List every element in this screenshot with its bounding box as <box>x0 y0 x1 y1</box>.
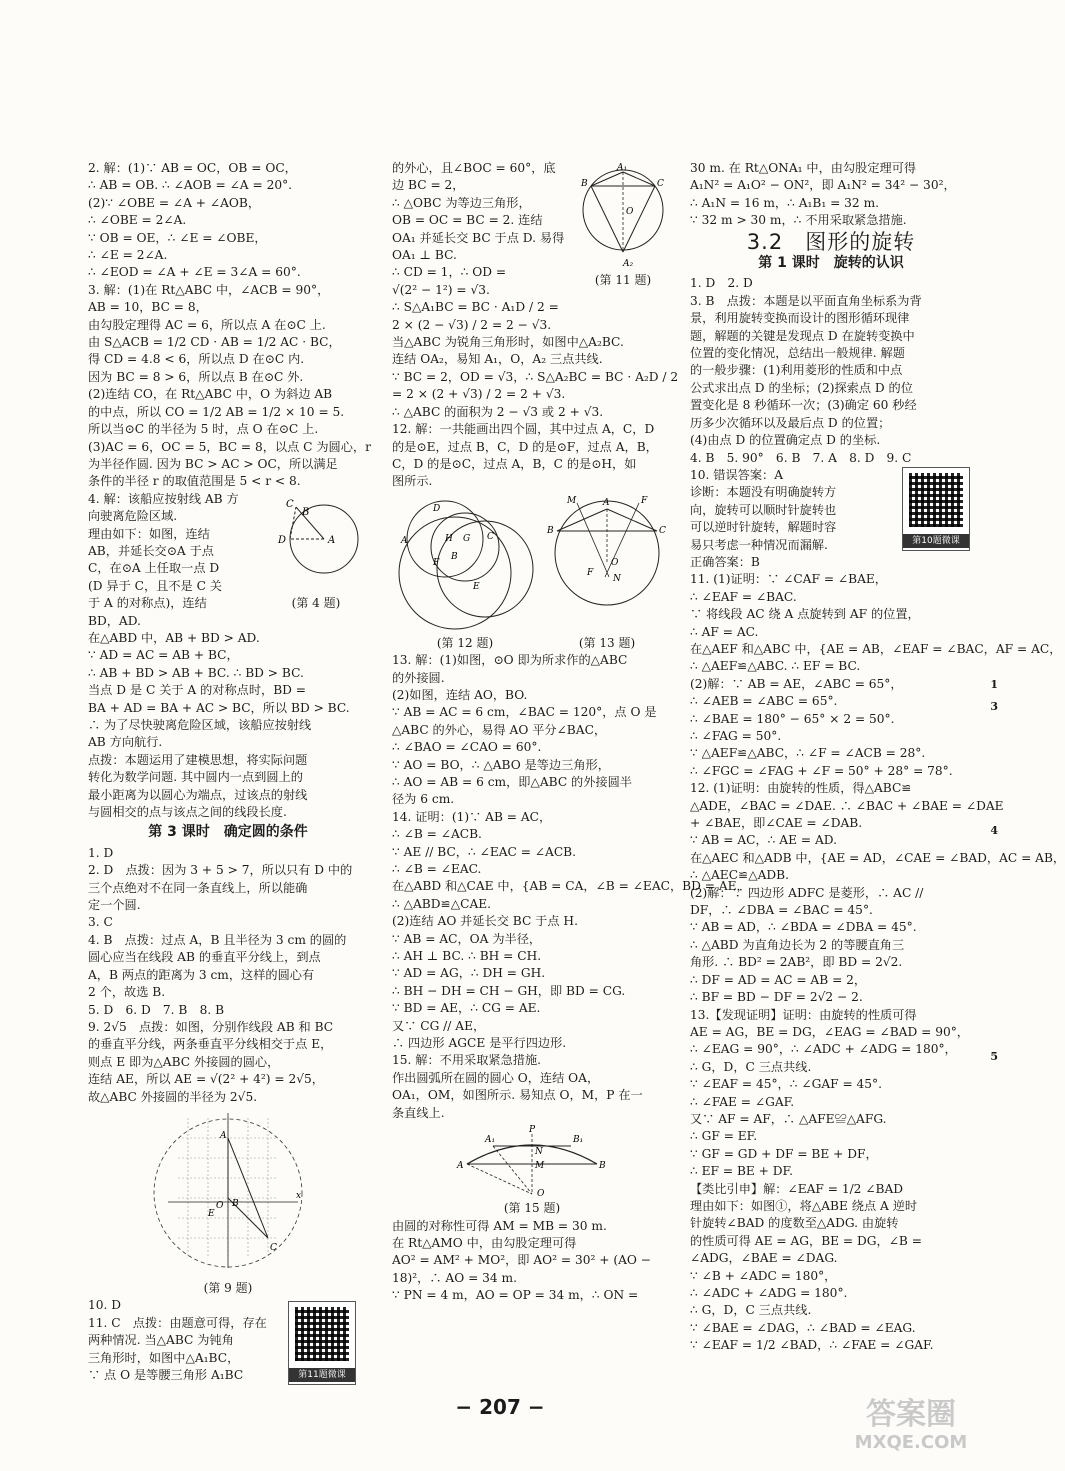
text-line: ∴ ∠FAE = ∠GAF. <box>690 1094 795 1109</box>
svg-text:C: C <box>487 531 494 542</box>
text-line: 点拨：本题运用了建模思想，将实际问题 <box>88 752 308 767</box>
text-line: 在 Rt△AMO 中，由勾股定理可得 <box>392 1235 577 1250</box>
text-line: ∵ AB = AC = 6 cm，∠BAC = 120°，点 O 是 <box>392 705 657 720</box>
text-line: 置变化是 8 秒循环一次；(3)确定 60 秒经 <box>690 398 917 413</box>
text-line: 的性质可得 AE = AG，BE = DG，∠B = <box>690 1233 922 1248</box>
text-line: ∴ ∠FAG = 50°. <box>690 729 782 743</box>
svg-text:O: O <box>626 207 634 217</box>
text-line: ∴ △ABD 为直角边长为 2 的等腰直角三 <box>690 937 905 952</box>
text-line: ∵ △AEF≌△ABC，∴ ∠F = ∠ACB = 28°. <box>690 746 926 761</box>
qr-code-q11[interactable] <box>288 1301 356 1385</box>
text-line: 的外心，且∠BOC = 60°，底 <box>392 161 556 175</box>
svg-text:B: B <box>599 1161 606 1172</box>
text-line: ∵ ∠B + ∠ADC = 180°， <box>690 1268 837 1283</box>
text-line: ∵ ∠EAF = 45°，∴ ∠GAF = 45°. <box>690 1077 883 1092</box>
text-line: 连结 AE，所以 AE = √(2² + 4²) = 2√5， <box>88 1072 324 1087</box>
text-line: ∠ADG，∠BAE = ∠DAG. <box>690 1251 838 1266</box>
figure-13-diagram <box>543 493 671 633</box>
watermark-line-1: 答案圈 <box>866 1397 956 1432</box>
svg-text:N: N <box>613 573 621 584</box>
edge-mark: 3 <box>990 700 998 713</box>
text-line: 的是⊙E，过点 B，C，D 的是⊙F，过点 A，B， <box>392 439 658 454</box>
text-line: 故△ABC 外接圆的半径为 2√5. <box>88 1089 258 1104</box>
section-title: 3.2 图形的旋转 <box>746 229 916 254</box>
text-line: A₁N² = A₁O² − ON²，即 A₁N² = 34² − 30²， <box>690 178 956 193</box>
text-line: ∵ AB = AC，∴ AE = AD. <box>690 833 837 848</box>
text-line: 2 个，故选 B. <box>88 985 166 1000</box>
text-line: ∴ △AEF≌△ABC. ∴ EF = BC. <box>690 659 861 674</box>
svg-text:B: B <box>302 506 310 518</box>
svg-text:D: D <box>278 534 287 546</box>
text-line: ∴ AF = AC. <box>690 624 759 639</box>
text-line: 的垂直平分线，两条垂直平分线相交于点 E， <box>88 1037 333 1052</box>
svg-text:O: O <box>216 1200 224 1211</box>
text-line: ∴ BH − DH = CH − GH，即 BD = CG. <box>392 983 626 998</box>
qr-code-q11-label: 第11题微课 <box>289 1368 355 1382</box>
text-line: △ABC 的外心，易得 AO 平分∠BAC， <box>392 722 607 737</box>
svg-text:B₁: B₁ <box>573 1135 584 1146</box>
text-line: 12. (1)证明：由旋转的性质，得△ABC≌ <box>690 781 912 796</box>
text-line: 可以逆时针旋转，解题时容 <box>690 520 837 535</box>
figure-13-caption: (第 13 题) <box>578 635 636 650</box>
text-line: 4. B 5. 90° 6. B 7. A 8. D 9. C <box>690 450 912 465</box>
svg-text:F: F <box>433 557 440 568</box>
svg-text:M: M <box>535 1161 545 1172</box>
text-line: 公式求出点 D 的坐标；(2)探索点 D 的位 <box>690 380 913 395</box>
text-line: AO² = AM² + MO²，即 AO² = 30² + (AO − <box>392 1253 651 1268</box>
answer-q3 <box>88 282 371 491</box>
text-line: 在△AEC 和△ADB 中，{AE = AD，∠CAE = ∠BAD，AC = AB， <box>690 850 1065 865</box>
svg-text:F: F <box>641 495 648 506</box>
figure-15 <box>392 1124 672 1217</box>
text-line: ∴ BF = BD − DF = 2√2 − 2. <box>690 990 863 1005</box>
text-line: ∴ AB = OB. ∴ ∠AOB = ∠A = 20°. <box>88 178 293 193</box>
text-line: ∵ 将线段 AC 绕 A 点旋转到 AF 的位置， <box>690 607 920 622</box>
text-line: ∴ ∠EAF = ∠BAC. <box>690 589 797 604</box>
text-line: AB 方向航行. <box>88 735 163 750</box>
text-line: 4. B 点拨：过点 A，B 且半径为 3 cm 的圆的 <box>88 932 347 947</box>
answer-q12 <box>392 421 672 491</box>
lesson-3-title: 第 3 课时 确定圆的条件 <box>148 824 308 841</box>
text-line: 13. 解：(1)如图，⊙O 即为所求作的△ABC <box>392 653 628 668</box>
text-line: ∴ AO = AB = 6 cm，即△ABC 的外接圆半 <box>392 774 632 789</box>
svg-text:A₁: A₁ <box>617 163 628 173</box>
text-line: 【类比引申】解：∠EAF = 1/2 ∠BAD <box>690 1181 904 1196</box>
watermark-line-2: MXQE.COM <box>854 1432 968 1453</box>
svg-text:x: x <box>296 1190 302 1201</box>
text-line: ∵ BC = 2，OD = √3，∴ S△A₂BC = BC · A₂D / 2 <box>392 369 679 384</box>
text-line: 历多少次循环以及最后点 D 的位置； <box>690 415 891 430</box>
figure-9-caption: (第 9 题) <box>203 1280 253 1295</box>
text-line: 三个点绝对不在同一条直线上，所以能确 <box>88 880 308 895</box>
text-line: 向驶离危险区域. <box>88 509 178 524</box>
text-line: 条直线上. <box>392 1105 445 1120</box>
svg-text:F: F <box>587 567 594 578</box>
figure-4-diagram <box>266 493 366 593</box>
qr-code-q10[interactable] <box>902 467 970 551</box>
text-line: ∴ A₁N = 16 m，∴ A₁B₁ = 32 m. <box>690 195 879 210</box>
text-line: 为半径作圆. 因为 BC > AC > OC，所以满足 <box>88 456 338 471</box>
svg-text:C: C <box>270 1242 277 1253</box>
text-line: 15. 解：不用采取紧急措施. <box>392 1053 542 1068</box>
answers-11-13 <box>690 571 1065 1354</box>
text-line: ∴ ∠E = 2∠A. <box>88 248 168 263</box>
figure-11 <box>578 160 668 289</box>
figure-11-diagram <box>579 162 667 270</box>
text-line: 10. D <box>88 1298 122 1313</box>
text-line: (4)由点 D 的位置确定点 D 的坐标. <box>690 433 881 448</box>
text-line: 理由如下：如图①，将△ABE 绕点 A 逆时 <box>690 1198 918 1213</box>
text-line: 作出圆弧所在圆的圆心 O，连结 OA， <box>392 1070 600 1085</box>
text-line: ∵ OB = OE，∴ ∠E = ∠OBE， <box>88 230 267 245</box>
text-line: 定一个圆. <box>88 898 141 913</box>
text-line: 由勾股定理得 AC = 6，所以点 A 在⊙C 上. <box>88 317 326 332</box>
text-line: ∵ BD = AE，∴ CG = AE. <box>392 1001 541 1016</box>
svg-text:A: A <box>328 534 336 546</box>
text-line: ∴ ∠B = ∠ACB. <box>392 827 482 842</box>
svg-text:M: M <box>567 495 577 506</box>
text-line: 在△ABD 中，AB + BD > AD. <box>88 630 260 645</box>
svg-text:P: P <box>529 1125 536 1136</box>
text-line: 的外接圆. <box>392 670 445 685</box>
text-line: 诊断：本题没有明确旋转方 <box>690 485 837 500</box>
figures-12-13 <box>392 491 672 652</box>
answers-10-11-block <box>88 1297 368 1384</box>
text-line: ∵ GF = GD + DF = BE + DF， <box>690 1146 878 1161</box>
text-line: ∵ 32 m > 30 m，∴ 不用采取紧急措施. <box>690 213 907 228</box>
svg-text:E: E <box>208 1208 215 1219</box>
right-column <box>690 160 1065 1355</box>
figure-11-caption: (第 11 题) <box>594 273 652 287</box>
text-line: ∴ AB + BD > AB + BC. ∴ BD > BC. <box>88 665 304 680</box>
text-line: ∴ ∠EOD = ∠A + ∠E = 3∠A = 60°. <box>88 265 301 280</box>
answer-q11-continued <box>392 160 679 421</box>
figure-9 <box>88 1108 368 1297</box>
figure-12-caption: (第 12 题) <box>436 635 494 650</box>
svg-text:A₁: A₁ <box>485 1135 496 1146</box>
text-line: 针旋转∠BAD 的度数至△ADG. 由旋转 <box>690 1216 899 1231</box>
text-line: ∴ G，D，C 三点共线. <box>690 1059 812 1074</box>
text-line: 连结 OA₂，易知 A₁，O，A₂ 三点共线. <box>392 352 603 367</box>
text-line: △ADE，∠BAC = ∠DAE. ∴ ∠BAC + ∠BAE = ∠DAE <box>690 798 1004 813</box>
text-line: ∴ ∠OBE = 2∠A. <box>88 213 187 228</box>
text-line: BA + AD = BA + AC > BC，所以 BD > BC. <box>88 700 350 715</box>
text-line: 2. D 点拨：因为 3 + 5 > 7，所以只有 D 中的 <box>88 863 353 878</box>
text-line: ∵ ∠EAF = 1/2 ∠BAD，∴ ∠FAE = ∠GAF. <box>690 1338 934 1353</box>
text-line: 的一般步骤：(1)利用菱形的性质和中点 <box>690 363 903 378</box>
text-line: ∴ S△A₁BC = BC · A₁D / 2 = <box>392 300 559 315</box>
svg-text:O: O <box>611 557 619 568</box>
text-line: ∵ AB = AC，OA 为半径， <box>392 931 542 946</box>
svg-text:A₂: A₂ <box>623 259 634 269</box>
qr-pattern <box>295 1307 349 1361</box>
text-line: 11. C 点拨：由题意可得，存在 <box>88 1315 267 1330</box>
text-line: 三角形时，如图中△A₁BC， <box>88 1350 240 1365</box>
svg-text:D: D <box>433 503 441 514</box>
page-number: − 207 − <box>455 1395 545 1419</box>
text-line: 在△AEF 和△ABC 中，{AE = AB，∠EAF = ∠BAC，AF = AC， <box>690 641 1062 656</box>
text-line: 9. 2√5 点拨：如图，分别作线段 AB 和 BC <box>88 1019 334 1034</box>
text-line: ∵ AD = AC = AB + BC， <box>88 648 239 663</box>
text-line: ∴ ∠B = ∠EAC. <box>392 862 482 876</box>
text-line: ∴ EF = BE + DF. <box>690 1164 793 1179</box>
svg-text:B: B <box>581 179 588 189</box>
qr-pattern <box>909 473 963 527</box>
text-line: AB = 10，BC = 8， <box>88 300 208 315</box>
text-line: ∴ ∠AEB = ∠ABC = 65°. <box>690 694 838 709</box>
qr-code-q10-label: 第10题微课 <box>903 534 969 548</box>
svg-text:C: C <box>286 498 294 510</box>
text-line: (2)连结 CO，在 Rt△ABC 中，O 为斜边 AB <box>88 387 333 402</box>
text-line: 当△ABC 为锐角三角形时，如图中△A₂BC. <box>392 335 624 350</box>
text-line: 两种情况. 当△ABC 为钝角 <box>88 1333 234 1348</box>
answers-1-9-rotation <box>690 275 972 466</box>
text-line: 11. (1)证明：∵ ∠CAF = ∠BAE， <box>690 572 887 587</box>
figure-12 <box>392 491 538 652</box>
text-line: ∴ ∠FGC = ∠FAG + ∠F = 50° + 28° = 78°. <box>690 763 953 778</box>
text-line: 的中点，所以 CO = 1/2 AB = 1/2 × 10 = 5. <box>88 404 345 419</box>
edge-mark: 1 <box>990 678 998 691</box>
text-line: ∵ AB = AD，∴ ∠BDA = ∠DBA = 45°. <box>690 920 917 935</box>
text-line: 圆心应当在线段 AB 的垂直平分线上，到点 <box>88 950 321 965</box>
svg-text:B: B <box>547 525 554 536</box>
text-line: ∵ PN = 4 m，AO = OP = 34 m，∴ ON = <box>392 1288 639 1303</box>
svg-text:A: A <box>603 497 610 508</box>
text-line: ∴ ∠EAG = 90°，∴ ∠ADC + ∠ADG = 180°， <box>690 1042 957 1057</box>
svg-text:O: O <box>537 1189 545 1200</box>
text-line: ∴ 四边形 AGCE 是平行四边形. <box>392 1036 567 1051</box>
text-line: 于 A 的对称点)，连结 <box>88 596 207 611</box>
text-line: ∴ △AEC≌△ADB. <box>690 868 790 883</box>
svg-text:B: B <box>232 1198 239 1209</box>
text-line: 18)²，∴ AO = 34 m. <box>392 1270 517 1285</box>
text-line: OA₁ ⊥ BC. <box>392 248 457 263</box>
figure-13 <box>542 491 672 652</box>
svg-text:G: G <box>463 533 471 544</box>
text-line: ∴ ∠BAO = ∠CAO = 60°. <box>392 740 542 755</box>
figure-15-diagram <box>447 1124 617 1198</box>
lesson-1-title: 第 1 课时 旋转的认识 <box>758 255 904 272</box>
text-line: 易只考虑一种情况而漏解. <box>690 537 828 552</box>
text-line: + ∠BAE，即∠CAE = ∠DAB. <box>690 816 863 831</box>
text-line: 条件的半径 r 的取值范围是 5 < r < 8. <box>88 474 301 489</box>
text-line: ∴ G，D，C 三点共线. <box>690 1303 812 1318</box>
text-line: (2)∵ ∠OBE = ∠A + ∠AOB， <box>88 195 261 210</box>
text-line: ∴ 为了尽快驶离危险区域，该船应按射线 <box>88 718 312 732</box>
answer-q15-continued <box>392 1218 672 1305</box>
text-line: 得 CD = 4.8 < 6，所以点 D 在⊙C 内. <box>88 352 305 367</box>
text-line: ∴ △ABC 的面积为 2 − √3 或 2 + √3. <box>392 404 604 419</box>
text-line: 题，解题的关键是发现点 D 在旋转变换中 <box>690 328 915 343</box>
text-line: 3. 解：(1)在 Rt△ABC 中，∠ACB = 90°， <box>88 282 330 297</box>
text-line: 12. 解：一共能画出四个圆，其中过点 A，C，D <box>392 422 655 437</box>
text-line: = 2 × (2 + √3) / 2 = 2 + √3. <box>392 387 566 402</box>
watermark-logo <box>836 1397 986 1457</box>
answers-1-9 <box>88 845 368 1106</box>
text-line: 转化为数学问题. 其中圆内一点到圆上的 <box>88 770 303 785</box>
text-line: 正确答案：B <box>690 554 760 569</box>
text-line: BD，AD. <box>88 613 141 628</box>
text-line: 所以当⊙C 的半径为 5 时，点 O 在⊙C 上. <box>88 422 319 437</box>
text-line: (2)如图，连结 AO，BO. <box>392 687 528 702</box>
text-line: ∴ CD = 1，∴ OD = <box>392 265 507 280</box>
text-line: ∴ AH ⊥ BC. ∴ BH = CH. <box>392 949 542 964</box>
svg-text:C: C <box>659 525 666 536</box>
answer-q15-end <box>690 160 972 230</box>
text-line: 径为 6 cm. <box>392 792 455 807</box>
figure-15-caption: (第 15 题) <box>503 1201 561 1216</box>
text-line: ∴ DF = AD = AC = AB = 2， <box>690 972 867 987</box>
text-line: 又∵ AF = AF，∴ △AFE≌△AFG. <box>690 1111 887 1126</box>
text-line: 与圆相交的点与该点之间的线段长度. <box>88 805 287 820</box>
text-line: (2)解：∵ 四边形 ADFC 是菱形，∴ AC // <box>690 885 924 900</box>
text-line: 由圆的对称性可得 AM = MB = 30 m. <box>392 1218 607 1233</box>
text-line: A，B 两点的距离为 3 cm，这样的圆心有 <box>88 967 315 982</box>
text-line: 30 m. 在 Rt△ONA₁ 中，由勾股定理可得 <box>690 161 917 175</box>
text-line: ∵ AO = BO，∴ △ABO 是等边三角形， <box>392 757 610 772</box>
left-column <box>88 160 371 1384</box>
edge-mark: 5 <box>990 1050 998 1063</box>
text-line: ∴ ∠ADC + ∠ADG = 180°. <box>690 1286 848 1300</box>
text-line: 则点 E 即为△ABC 外接圆的圆心， <box>88 1054 280 1069</box>
text-line: 2. 解：(1)∵ AB = OC，OB = OC， <box>88 161 297 175</box>
text-line: 又∵ CG // AE， <box>392 1018 486 1033</box>
svg-text:A: A <box>457 1161 464 1172</box>
text-line: 1. D 2. D <box>690 276 753 291</box>
text-line: 边 BC = 2， <box>392 178 465 193</box>
svg-text:B: B <box>451 551 458 562</box>
text-line: 由 S△ACB = 1/2 CD · AB = 1/2 AC · BC， <box>88 335 341 350</box>
svg-text:H: H <box>445 533 453 544</box>
text-line: ∵ 点 O 是等腰三角形 A₁BC <box>88 1367 244 1382</box>
svg-text:A: A <box>220 1130 227 1141</box>
svg-text:A: A <box>401 535 408 546</box>
text-line: C，D 的是⊙C，过点 A，B，C 的是⊙H，如 <box>392 456 637 471</box>
svg-text:E: E <box>473 581 480 592</box>
text-line: C，在⊙A 上任取一点 D <box>88 561 220 576</box>
text-line: 景，利用旋转变换而设计的图形循环现律 <box>690 311 910 326</box>
text-line: ∴ ∠BAE = 180° − 65° × 2 = 50°. <box>690 711 895 726</box>
text-line: 10. 错误答案：A <box>690 467 783 482</box>
text-line: 在△ABD 和△CAE 中，{AB = CA，∠B = ∠EAC，BD = AE， <box>392 879 749 894</box>
text-line: ∴ △ABD≌△CAE. <box>392 896 492 911</box>
text-line: 3. C <box>88 915 113 930</box>
text-line: OA₁，OM，如图所示. 易知点 O，M，P 在一 <box>392 1088 643 1103</box>
text-line: OA₁ 并延长交 BC 于点 D. 易得 <box>392 230 565 245</box>
text-line: √(2² − 1²) = √3. <box>392 282 490 297</box>
text-line: ∴ △OBC 为等边三角形， <box>392 195 531 210</box>
text-line: 13.【发现证明】证明：由旋转的性质可得 <box>690 1007 917 1022</box>
text-line: 14. 证明：(1)∵ AB = AC， <box>392 809 552 824</box>
text-line: 最小距离为以圆心为端点，过该点的射线 <box>88 787 308 802</box>
text-line: DF，∴ ∠DBA = ∠BAC = 45°. <box>690 903 873 918</box>
svg-text:C: C <box>657 179 664 189</box>
text-line: 当点 D 是 C 关于 A 的对称点时，BD = <box>88 683 307 698</box>
text-line: 位置的变化情况，总结出一般规律. 解题 <box>690 346 905 361</box>
text-line: ∴ GF = EF. <box>690 1129 758 1144</box>
text-line: 4. 解：该船应按射线 AB 方 <box>88 491 239 506</box>
answer-q2 <box>88 160 368 282</box>
edge-mark: 4 <box>990 824 998 837</box>
text-line: OB = OC = BC = 2. 连结 <box>392 213 543 228</box>
text-line: ∵ AD = AG，∴ DH = GH. <box>392 966 546 981</box>
figure-4 <box>264 491 368 612</box>
text-line: (2)解：∵ AB = AE，∠ABC = 65°， <box>690 676 903 691</box>
figure-9-diagram <box>128 1108 328 1278</box>
text-line: (3)AC = 6，OC = 5，BC = 8，以点 C 为圆心，r <box>88 439 371 454</box>
text-line: 3. B 点拨：本题是以平面直角坐标系为背 <box>690 293 922 308</box>
text-line: 5. D 6. D 7. B 8. B <box>88 1002 225 1017</box>
text-line: 2 × (2 − √3) / 2 = 2 − √3. <box>392 317 552 332</box>
text-line: 理由如下：如图，连结 <box>88 526 210 541</box>
answer-q10-block <box>690 467 972 571</box>
text-line: 角形. ∴ BD² = 2AB²，即 BD = 2√2. <box>690 955 903 970</box>
text-line: (D 异于 C，且不是 C 关 <box>88 578 222 593</box>
text-line: ∵ AE // BC，∴ ∠EAC = ∠ACB. <box>392 844 576 859</box>
text-line: 向，旋转可以顺时针旋转也 <box>690 502 837 517</box>
text-line: (2)连结 AO 并延长交 BC 于点 H. <box>392 914 578 929</box>
svg-text:N: N <box>535 1147 543 1158</box>
text-line: AE = AG，BE = DG，∠EAG = ∠BAD = 90°， <box>690 1024 969 1039</box>
text-line: 因为 BC = 8 > 6，所以点 B 在⊙C 外. <box>88 369 304 384</box>
text-line: AB，并延长交⊙A 于点 <box>88 543 214 558</box>
figure-12-diagram <box>393 493 537 633</box>
text-line: ∵ ∠BAE = ∠DAG，∴ ∠BAD = ∠EAG. <box>690 1320 916 1335</box>
figure-4-caption: (第 4 题) <box>291 595 341 610</box>
answer-q4-block <box>88 491 368 822</box>
text-line: 图所示. <box>392 474 433 489</box>
text-line: 1. D <box>88 845 114 860</box>
